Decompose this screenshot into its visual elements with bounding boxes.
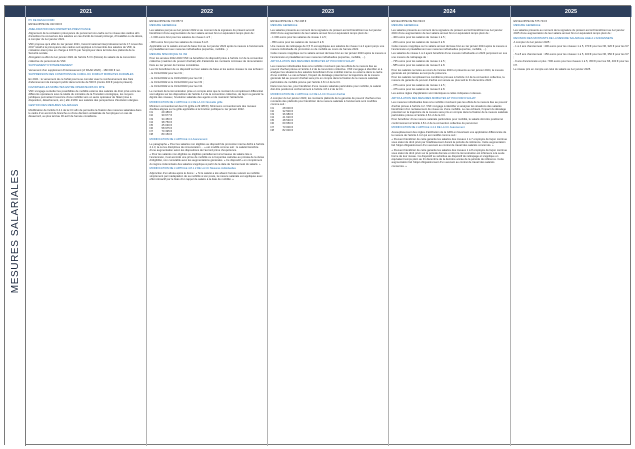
paragraph: Les N1 bénéficient de ce dispositif sur leur salaire de base et les autres niveaux le cas échéant :	[149, 67, 264, 71]
paragraph: Adjonction d'un alinéa après le 4ème : « Si le salarié a été absent l'année suivant sa mobilité simplement par inadaptation de sa mobilité à son poste, la mesure salariale est appliquée avec effet rétroactif par le biais d'un rappel de salaire à la date de mobilité. »	[149, 171, 263, 182]
paragraph: Alignement de la cotisation prévoyance du personnel non-cadre sur le niveau des cadres afin d'améliorer la couverture des salariés en cas d'arrêt de travail prolongé, d'invalidité ou de décès, à compter du 1er janvier 2021.	[28, 31, 143, 42]
paragraph: « Peuvent bénéficier de cette garantie les salariés des niveaux 1 à 7 employés de façon continue sous statut de droit privé par l'établissement durant la période de référence. Cette augmentation fait l'objet obligatoirement d'un avenant au contrat de travail des salariés concernés. »	[391, 138, 507, 148]
level-label: N5	[149, 123, 153, 127]
row-label-text: MESURES SALARIALES	[9, 169, 21, 294]
paragraph: - 900 euros brut pour les salaires de niveau 6 à 8.	[149, 40, 209, 44]
paragraph: « Pour les salariés non éligibles ou éligibles partiellement à la hausse de salaire liée à l'ancienneté, il est accordé une prime de mobilité ou à l'expertise calculée au prorata de la durée d'éligibilité, non cumulable avec les augmentations générales. » Ce dispositif « en complément du régime indemnitaire des salariés s'applique à partir de la date de l'ancienneté du salarié. »	[149, 153, 265, 166]
paragraph: - 400 euros pour les salaires de niveau 1 à 5 ;	[391, 36, 447, 40]
paragraph: ENVELOPPE DE 1 762 208 €	[270, 19, 307, 23]
level-amount: 45 030 €	[161, 123, 172, 127]
year-header-2025: 2025	[511, 6, 632, 17]
level-label: N8	[149, 133, 153, 137]
salary-measures-table	[4, 5, 631, 445]
level-label: N7	[270, 125, 274, 129]
level-amount: 32 500 €	[282, 109, 293, 113]
paragraph: Le paragraphe « Pour les salariés non éligibles au dispositif de promotion interne défini à l'article 4.1.3, la ou les disciplines de rémunération ... » est modifié comme suit : le salarié bénéficie d'une augmentation selon les dispositions de l'accord prime d'expérience.	[149, 142, 265, 152]
paragraph: - 9 ans d'ancienneté et plus : 500 euros pour les niveaux 1 à 5, 450 € pour les N6, 400 € pour les N7.	[513, 60, 629, 67]
column-2022	[147, 17, 268, 446]
paragraph: Le niveau pris en compte est celui du salarié au 1er janvier 2025.	[513, 67, 592, 71]
paragraph: - 475 euros pour les salaires de niveau 6 à 8.	[391, 88, 446, 91]
level-label: N4	[270, 116, 274, 120]
section-heading: MODIFICATION DE L'ARTICLE 4.2 DE LA CC Pouvoir d'achat	[270, 92, 346, 96]
paragraph: Le montant de la rémunération prise en compte ainsi que le montant du complément différentiel sont alignés sur les dispositions de l'article 4.2 de la convention collective, de façon à garantir la dignité des niveaux, l'évolution salariale des agents et de maintenir l'attractivité.	[149, 89, 264, 99]
section-heading: MODIFICATION DE L'ARTICLE 4.4.2 DE LA CC Avancement	[391, 126, 465, 130]
paragraph: Modification de l'article 6.4.1 de la CC afin de permettre la fixation des mesures salariales dans le cadre d'un accord de branche ou d'une décision unilatérale de l'employeur en cas de désaccord, au plus tard au 30 avril de l'année considérée.	[28, 108, 142, 118]
level-label: N1	[270, 106, 274, 110]
level-amount-row	[150, 133, 266, 136]
year-header-2023: 2023	[268, 6, 389, 17]
paragraph: ENVELOPPE DE 594 694 €	[391, 19, 425, 23]
level-amount: 58 975 €	[161, 127, 172, 131]
paragraph: Pour bénéficier d'une mesure salariale particulière pour mobilité, le salarié doit être positionné conformément à l'article 4.8.1.2 de la convention collective du personnel.	[391, 118, 504, 125]
paragraph: Assouplissement des règles d'attribution de la GIPA en favorisant une application différenciée de la mesure de l'article 4.4.2 qui est modifié comme suit :	[391, 130, 507, 137]
level-amount: 38 750 €	[161, 120, 172, 124]
section-heading: AMELIORATION DES DISPARITES PREVOYANCE	[28, 27, 91, 31]
column-2023	[268, 17, 389, 446]
level-amount: 82 000 €	[282, 128, 293, 132]
paragraph: Pour les salariés remplissant les conditions prévues à l'article 4.2 de la convention collective, la mesure de garantie de pouvoir d'achat est versée au plus tard le 31 décembre 2024 :	[391, 76, 505, 83]
level-label: N1	[149, 111, 153, 115]
paragraph: Les mesures individuelles liées à la mobilité n'excluent pas les effets de la mesure liée au pouvoir d'achat prévue à l'article 4.2. VNF s'engage à identifier et analyser les situations des salariés bénéficiant d'un reclassement de niveau ou d'une mobilité. Le cas échéant, l'impact du décalage potentiel sur la trajectoire de la mesure sera pris en compte dans la fixation de la mesure salariale particulière prévue à l'article 4.8.1.2 de la CC.	[391, 101, 508, 118]
paragraph: Versement d'un supplément d'intéressement (cf RAAD 2020) - 180 000 € net.	[28, 68, 121, 72]
paragraph: ENVELOPPE DE 720 857 €	[149, 19, 183, 23]
column-2021	[26, 17, 147, 446]
level-amount: 36 980 €	[282, 112, 293, 116]
paragraph: ENVELOPPE DE 433 000 €	[28, 22, 62, 26]
level-amount: 28 000 €	[282, 106, 293, 110]
level-label: N2	[149, 114, 153, 118]
level-amount: 60 650 €	[282, 122, 293, 126]
year-header-2022: 2022	[147, 6, 268, 17]
paragraph: - 1 000 euros pour les salaires de niveau 1 à 5 ;	[270, 36, 328, 40]
paragraph: Cette mesure s'applique sur le salaire annuel de base brut au 1er janvier 2024 après la mesure à l'ancienneté et préalablement aux mesures individuelles (expertise, mobilité, ...).	[391, 44, 507, 52]
section-heading: PV DE DESACCORD	[28, 18, 55, 22]
level-amount: 80 150 €	[161, 133, 172, 137]
paragraph: Les salariés présents au moment de la signature du présent accord bénéficient au 1er janvier 2024 d'une augmentation de leur salaire annuel brut en équivalent temps plein de :	[391, 28, 503, 35]
year-header-2021: 2021	[26, 6, 147, 17]
level-amount: 29 489 €	[161, 111, 172, 115]
level-label: N3	[270, 112, 274, 116]
paragraph: - 1 à 4 ans d'ancienneté : 400 euros pour les niveaux 1 à 5, 370 € pour les N6, 320 € pour les N7 ;	[513, 45, 629, 52]
paragraph: A compter du 1er janvier 2025 :	[513, 41, 551, 45]
level-amount: 41 620 €	[282, 116, 293, 120]
paragraph: Cette mesure s'applique sur le salaire annuel de base brut au 1er janvier 2023 après la mesure à l'ancienneté et préalablement aux mesures individuelles (expertise, mobilité, ...).	[270, 52, 386, 59]
paragraph: Les salariés de niveau 1 à 4 ayant bénéficié d'une mesure individuelle en 2023 perçoivent en sus une mesure de rattrapage de :	[391, 52, 508, 59]
paragraph: Minimum conventionnel des N1 (grille à 29 489 €). Minimums conventionnels des niveaux doubles alignés sur la grille applicable à la fonction publique le 1er janvier 2022.	[149, 105, 257, 112]
year-header-2024: 2024	[389, 6, 511, 17]
paragraph: Les autres règles d'application sont identiques à celles indiquées ci-dessus.	[391, 92, 482, 96]
paragraph: « Peuvent bénéficier de cette garantie les salariés des niveaux 1 à 8 employés de façon continue sous statut de droit privé sur la période donnée et dont la rémunération est inférieure à la seule borne de leur niveau. Ce dispositif se substitue au dispositif de rattrapage et s'applique en équivalent temps plein au 31 décembre de la dernière année de la période de référence. Cette augmentation fait l'objet obligatoirement d'un avenant au contrat de travail des salariés concernés. »	[391, 148, 507, 168]
section-heading: MESURE SPECIFIQUE N1 /N2	[149, 52, 188, 56]
section-heading: FAVORISER LES MOBILITES ENTRE OPERATEURS DU MTE	[28, 85, 105, 89]
paragraph: Pour les années 2022-2023 VNF va bénéficier du dispositif prévu à l'article 4.2 de la convention collective (maintien du pouvoir d'achat) afin d'atteindre les montants minimaux de rémunération fixés au 1er janvier de l'année considérée.	[149, 57, 264, 67]
header-corner	[5, 6, 26, 17]
level-amount-row	[271, 129, 387, 132]
paragraph: - le 01/12/2022 et le 01/12/2023 pour les N3 ;	[149, 80, 204, 84]
paragraph: Les salaires perçus au 1er janvier 2022 et au moment de la signature du présent accord bénéficient d'une augmentation de leur salaire annuel brut en équivalent temps plein de :	[149, 28, 256, 35]
level-label: N5	[270, 119, 274, 123]
level-amount: 73 000 €	[282, 125, 293, 129]
paragraph: A compter du 1er janvier 2023, les montants plafonds de la garantie de pouvoir d'achat et les montants des plafonds pour bénéficier de la mesure salariale à l'ancienneté sont modifiés comme suit :	[270, 97, 381, 107]
paragraph: VNF propose qu'à effet du 1er janvier 2021, l'accord national interprofessionnel du 17 novembre 2017 relatif à la prévoyance des cadres soit appliqué à l'ensemble des salariés de VNF, la cotisation étant prise en charge à 100 % par l'employeur dans la limite des plafonds de la Sécurité sociale.	[28, 42, 143, 56]
level-label: N6	[149, 127, 153, 131]
paragraph: Applicable sur le salaire annuel de base brut au 1er janvier 2022 après la mesure à l'ancienneté et préalablement aux mesures individuelles (expertise, mobilité...).	[149, 44, 264, 52]
section-heading: MODIFICATION DE L'ARTICLE 4.1 DE LA CC Nouvelle grille	[149, 100, 223, 104]
section-heading: ARTICULATION DES MESURES MOBILITES ET POUVOIR D'ACHAT	[270, 60, 355, 64]
paragraph: Une mesure de rattrapage de 0,5 % est appliquée aux salariés de niveau 1 à 4 ayant perçu une mesure individuelle de promotion ou de mobilité au cours de l'année 2022.	[270, 44, 385, 52]
paragraph: - 850 euros pour les salaires de niveau 6 à 8.	[270, 40, 325, 44]
paragraph: Les mesures individuelles liées à la mobilité n'excluent pas les effets de la mesure liée au pouvoir d'achat prévue à l'article 4.2 de la convention collective. VNF s'engage à identifier et à analyser les situations des salariés bénéficiant d'une mobilité interne ou externe dans le cadre d'une mobilité. Le cas échéant, l'impact du décalage potentiel sur la trajectoire de la mesure générale fait au pouvoir d'achat sera pris en compte dans la fixation de la mesure salariale particulière de mobilité prévue par l'article 4.8.1.2 de la CC.	[270, 64, 383, 84]
paragraph: - 5 à 8 ans d'ancienneté : 450 euros pour les niveaux 1 à 5, 400 € pour les N6, 350 € pour les N7 ;	[513, 52, 629, 60]
section-heading: REVISION DES MONTANTS DE LA MESURE SALARIALE LIEE A L'ANCIENNETE	[513, 36, 614, 40]
level-label: N7	[149, 130, 153, 134]
section-heading: SUPPLEMENT D'INTERESSEMENT	[28, 64, 73, 68]
paragraph: Pour les salariés recrutés au cours de l'année 2023 et présents au 1er janvier 2024, la mesure générale est proratisée au temps de présence.	[391, 68, 504, 75]
level-amount: 70 395 €	[161, 130, 172, 134]
paragraph: Les salariés présents au moment de la signature du présent accord bénéficient au 1er janvier 2025 d'une augmentation de leur salaire annuel brut en équivalent temps plein de :	[513, 28, 625, 35]
paragraph: - le 01/12/2022 pour les N1 ;	[149, 72, 184, 76]
level-label: N2	[270, 109, 274, 113]
section-heading: MODIFICATION DE L'ARTICLE 4.8.1.2 DE LA CC Mesures individuelles	[149, 167, 236, 171]
section-heading: MODIFICATION DE L'ARTICLE 4.4 Avancement	[149, 138, 208, 142]
level-amount: 34 450 €	[161, 117, 172, 121]
section-heading: SUPPRESSION DES CONDITIONS DE CUMUL DU FORFAIT MOBILITES DURABLES	[28, 73, 134, 77]
row-label	[5, 17, 26, 446]
section-heading: MESURE GENERALE	[513, 24, 541, 28]
section-heading: MESURE GENERALE	[149, 24, 177, 28]
paragraph: ENVELOPPE DE 575 743 €	[513, 19, 547, 23]
section-heading: ARTICULATION DES MESURES MOBILITES ET POUVOIR D'ACHAT	[391, 97, 476, 101]
paragraph: - le 01/12/2022 et le 01/12/2023 pour les N4.	[149, 85, 203, 89]
paragraph: - 200 euros pour les salaires de niveau 6 à 8.	[391, 40, 446, 44]
paragraph: - 585 euros pour les salaires de niveau 6 à 8.	[391, 64, 446, 68]
paragraph: Les salariés présents au moment de la signature du présent accord bénéficient au 1er janvier 2023 d'une augmentation de leur salaire annuel brut en équivalent temps plein de :	[270, 28, 382, 35]
level-amount: 30 677 €	[161, 114, 172, 118]
paragraph: - 735 euros pour les salaires de niveau 1 à 5 ;	[391, 59, 447, 63]
paragraph: VNF s'engage à étudier les possibilités de mobilité externe des salariés de droit privé entre les différents opérateurs sous la tutelle du ministère de la Transition écologique, les moyens juridiques permettant l'exercice d'une mobilité vers un autre opérateur de l'Etat (mise à disposition, détachement, etc.) afin d'offrir aux salariés des perspectives d'évolution élargies.	[28, 90, 141, 103]
level-label: N8	[270, 128, 274, 132]
section-heading: MESURE GENERALE	[391, 24, 419, 28]
paragraph: - 1 000 euros brut pour les salaires de niveau 1 à 5 ;	[149, 36, 212, 40]
level-label: N3	[149, 117, 153, 121]
column-2025	[511, 17, 632, 446]
section-heading: GESTION DES MESURES SALARIALES	[28, 104, 79, 108]
column-2024	[389, 17, 511, 446]
section-heading: MESURE GENERALE	[270, 24, 298, 28]
level-amount: 48 530 €	[282, 119, 293, 123]
paragraph: En 2021 : le versement de ce forfait pourra se cumuler avec le remboursement des frais d'abonnement de transport public dans la limite de 500 € (contre 400 € jusqu'à présent).	[28, 77, 134, 84]
level-label: N6	[270, 122, 274, 126]
paragraph: Dans tous les cas, pour bénéficier d'une mesure salariale particulière pour mobilité, le salarié doit être positionné conformément à l'article 4.8.1.2 de la CC.	[270, 84, 381, 91]
paragraph: - le 01/12/2022 et le 01/01/2023 pour les N2 ;	[149, 76, 204, 80]
paragraph: Abrogation à effet du 1er janvier 2021 de l'article 5.3 b (Décès) du salarié de la convention collective du personnel de VNF.	[28, 56, 136, 63]
level-label: N4	[149, 120, 153, 124]
paragraph: - 375 euros pour les salaires de niveau 1 à 5 ;	[391, 83, 447, 87]
